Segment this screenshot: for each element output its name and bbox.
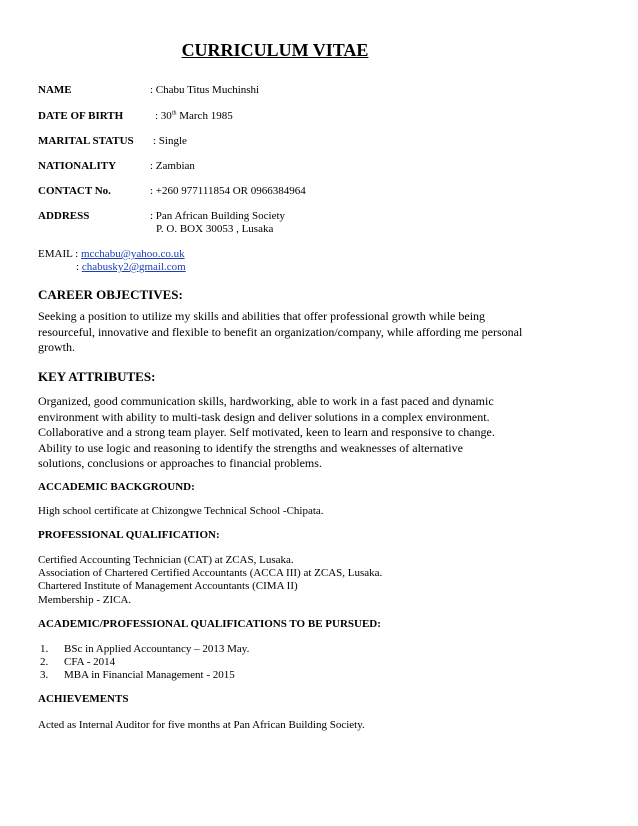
email-label: EMAIL :: [38, 248, 81, 260]
document-title: CURRICULUM VITAE: [181, 40, 369, 60]
list-item: 2. CFA - 2014: [40, 656, 116, 669]
list-item: 3. MBA in Financial Management - 2015: [40, 669, 235, 682]
pursued-qualifications-list: [38, 643, 249, 683]
achievements-text: Acted as Internal Auditor for five months at Pan African Building Society.: [38, 719, 365, 731]
academic-background-text: High school certificate at Chizongwe Technical School -Chipata.: [38, 505, 324, 517]
achievements-heading: ACHIEVEMENTS: [38, 693, 129, 705]
professional-qualification-list: [38, 554, 382, 607]
contact-value: : +260 977111854 OR 0966384964: [150, 185, 306, 197]
key-attributes-heading: KEY ATTRIBUTES:: [38, 369, 156, 384]
address-line-2: P. O. BOX 30053 , Lusaka: [156, 223, 274, 235]
dob-label: DATE OF BIRTH: [38, 110, 124, 122]
contact-label: CONTACT No.: [38, 185, 111, 197]
professional-qualification-heading: PROFESSIONAL QUALIFICATION:: [38, 529, 220, 541]
marital-status-value: : Single: [153, 135, 187, 147]
email-primary-link[interactable]: mcchabu@yahoo.co.uk: [80, 248, 185, 260]
list-item: 1. BSc in Applied Accountancy – 2013 May.: [40, 643, 250, 655]
email-line-secondary: : chabusky2@gmail.com: [76, 261, 186, 273]
email-line-primary: [38, 248, 185, 260]
key-attributes-text: Organized, good communication skills, hardworking, able to work in a fast paced and dynamic environment with ability to multi-task design and deliver solutions in a complex environment. Collaborative and a strong team player. Self motivated, keen to learn and responsive to change. Ability to use logic and reasoning to identify the strengths and weaknesses of alternative solutions, conclusions or approaches to financial problems.: [38, 394, 495, 470]
career-objectives-text: Seeking a position to utilize my skills and abilities that offer professional growth while being resourceful, innovative and flexible to benefit an organization/company, while affording me personal growth.: [38, 309, 523, 354]
list-item: Chartered Institute of Management Accountants (CIMA II): [38, 580, 298, 593]
address-label: ADDRESS: [38, 210, 90, 222]
marital-status-label: MARITAL STATUS: [38, 135, 134, 147]
list-item: Membership - ZICA.: [38, 593, 132, 606]
academic-background-heading: ACCADEMIC BACKGROUND:: [38, 481, 195, 493]
nationality-value: : Zambian: [150, 160, 195, 172]
list-item: Certified Accounting Technician (CAT) at ZCAS, Lusaka.: [38, 554, 294, 566]
nationality-label: NATIONALITY: [38, 160, 117, 172]
career-objectives-heading: CAREER OBJECTIVES:: [38, 287, 183, 302]
list-item: Association of Chartered Certified Accountants (ACCA III) at ZCAS, Lusaka.: [38, 567, 383, 580]
email-secondary-link[interactable]: chabusky2@gmail.com: [81, 261, 186, 273]
pursued-qualifications-heading: ACADEMIC/PROFESSIONAL QUALIFICATIONS TO BE PURSUED:: [38, 618, 381, 630]
name-value: : Chabu Titus Muchinshi: [150, 84, 260, 96]
address-line-1: : Pan African Building Society: [150, 210, 286, 222]
dob-value: : 30th March 1985: [155, 110, 233, 122]
name-label: NAME: [38, 84, 72, 96]
